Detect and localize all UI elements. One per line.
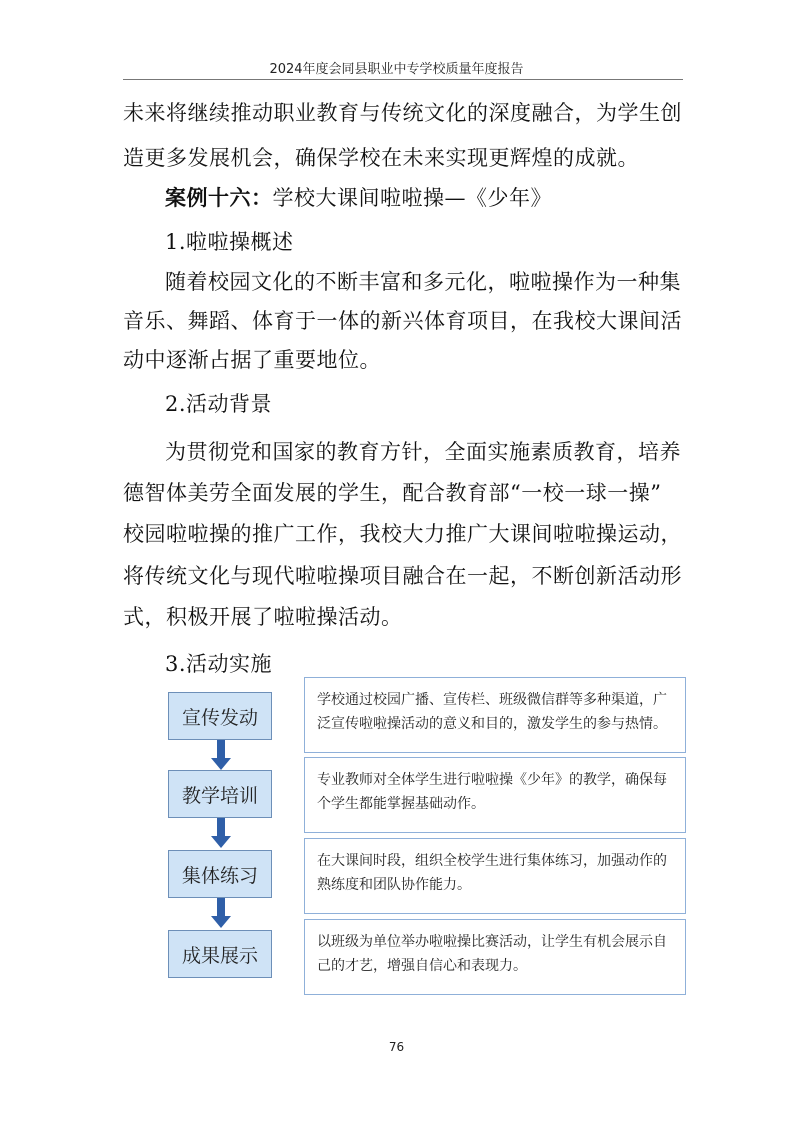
- desc-line: 泛宣传啦啦操活动的意义和目的，激发学生的参与热情。: [317, 716, 667, 732]
- desc-line: 己的才艺，增强自信心和表现力。: [317, 958, 527, 974]
- paragraph-line: 将传统文化与现代啦啦操项目融合在一起，不断创新活动形: [123, 564, 682, 588]
- section-heading-implementation: 3.活动实施: [165, 652, 273, 676]
- flow-step-training: 教学培训: [168, 770, 272, 818]
- desc-line: 个学生都能掌握基础动作。: [317, 796, 485, 812]
- section-heading-overview: 1.啦啦操概述: [165, 230, 294, 254]
- paragraph-line: 随着校园文化的不断丰富和多元化，啦啦操作为一种集: [165, 270, 681, 294]
- page-header: 2024年度会同县职业中专学校质量年度报告: [269, 62, 524, 77]
- flow-desc-training: [304, 757, 686, 833]
- paragraph-line: 造更多发展机会，确保学校在未来实现更辉煌的成就。: [123, 146, 639, 170]
- case-label: 案例十六：: [165, 186, 273, 210]
- flow-step-showcase: 成果展示: [168, 930, 272, 978]
- paragraph-line: 式，积极开展了啦啦操活动。: [123, 605, 403, 629]
- paragraph-line: 动中逐渐占据了重要地位。: [123, 348, 381, 372]
- paragraph-line: 为贯彻党和国家的教育方针，全面实施素质教育，培养: [165, 440, 681, 464]
- section-heading-background: 2.活动背景: [165, 392, 273, 416]
- paragraph-line: 未来将继续推动职业教育与传统文化的深度融合，为学生创: [123, 101, 682, 125]
- paragraph-line: 校园啦啦操的推广工作，我校大力推广大课间啦啦操运动，: [123, 522, 682, 546]
- desc-line: 熟练度和团队协作能力。: [317, 877, 471, 893]
- case-title: 学校大课间啦啦操—《少年》: [272, 186, 552, 210]
- flow-desc-showcase: [304, 919, 686, 995]
- desc-line: 专业教师对全体学生进行啦啦操《少年》的教学，确保每: [317, 772, 667, 788]
- flow-step-practice: 集体练习: [168, 850, 272, 898]
- down-arrow-icon: [211, 898, 231, 928]
- flow-desc-practice: [304, 838, 686, 914]
- flow-step-publicity: 宣传发动: [168, 692, 272, 740]
- down-arrow-icon: [211, 818, 231, 848]
- down-arrow-icon: [211, 740, 231, 770]
- paragraph-line: 德智体美劳全面发展的学生，配合教育部“一校一球一操”: [123, 481, 662, 505]
- desc-line: 以班级为单位举办啦啦操比赛活动，让学生有机会展示自: [317, 934, 667, 950]
- flow-desc-publicity: [304, 677, 686, 753]
- page-number: 76: [388, 1040, 405, 1054]
- header-divider: [123, 79, 683, 80]
- paragraph-line: 音乐、舞蹈、体育于一体的新兴体育项目，在我校大课间活: [123, 309, 682, 333]
- desc-line: 在大课间时段，组织全校学生进行集体练习，加强动作的: [317, 853, 667, 869]
- case-heading: [165, 182, 727, 212]
- desc-line: 学校通过校园广播、宣传栏、班级微信群等多种渠道，广: [317, 692, 667, 708]
